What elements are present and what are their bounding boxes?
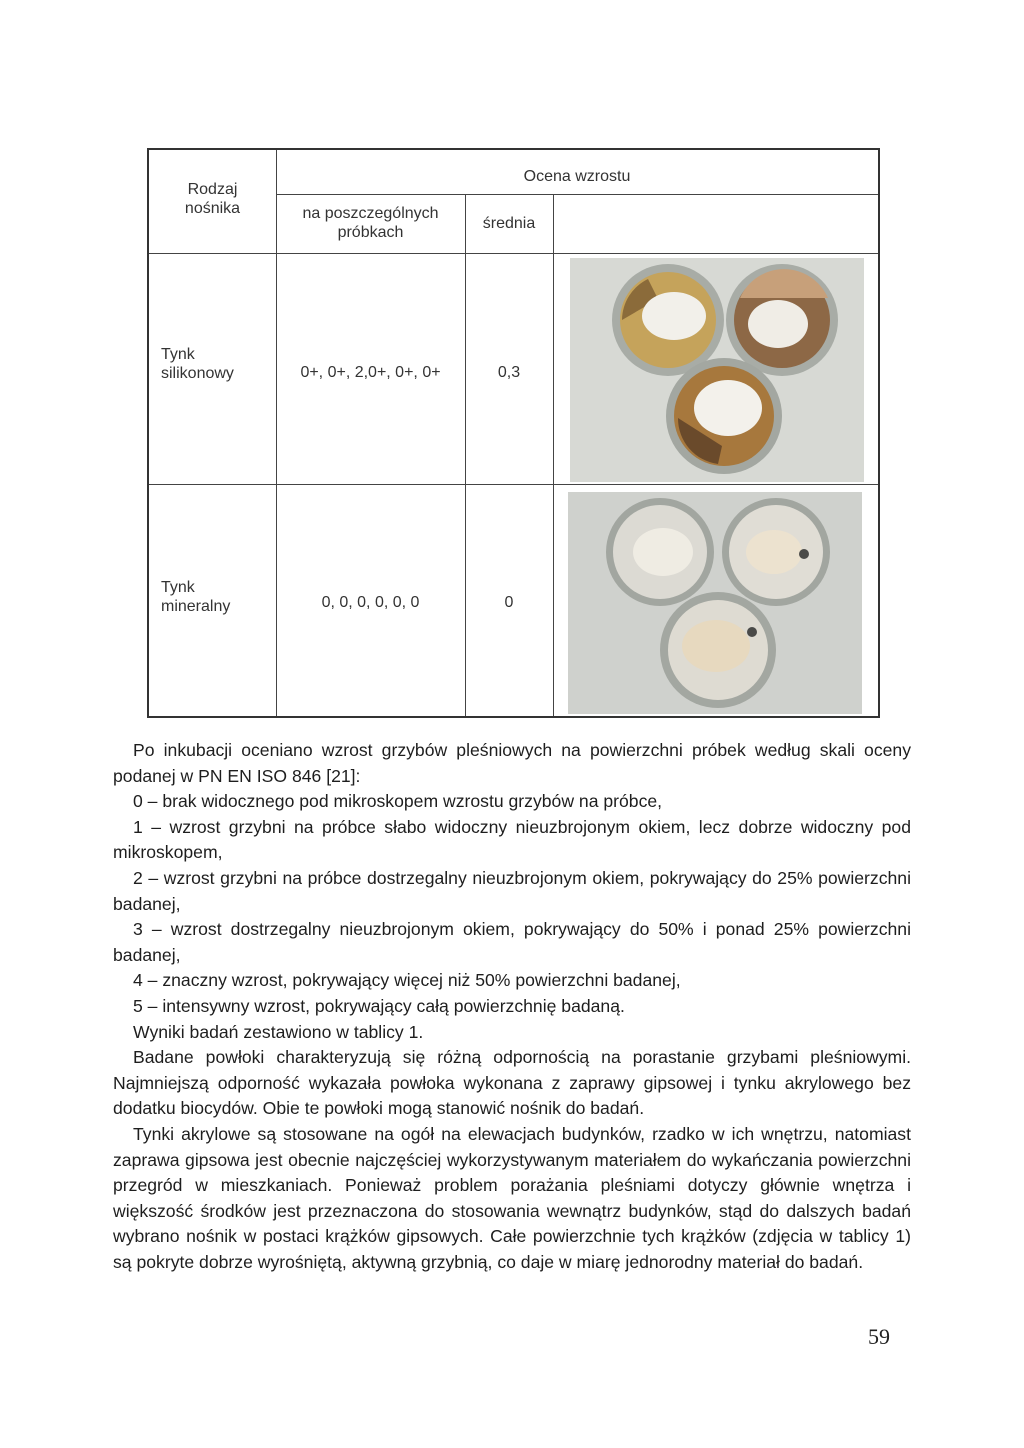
row-samples: 0, 0, 0, 0, 0, 0 xyxy=(321,594,420,611)
page-number: 59 xyxy=(868,1324,890,1349)
scale-item: 0 – brak widocznego pod mikroskopem wzrostu grzybów na próbce, xyxy=(133,791,663,812)
scale-item: 3 – wzrost dostrzegalny nieuzbrojonym okiem, pokrywający do 50% i ponad 25% powierzchni badanej, xyxy=(113,919,911,965)
petri-dishes-mineral-photo xyxy=(568,492,862,714)
paragraph: Tynki akrylowe są stosowane na ogół na elewacjach budynków, rzadko w ich wnętrzu, natomiast zaprawa gipsowa jest obecnie najczęściej wykorzystywanym materiałem do wykańczania powierzchni przegród w mieszkaniach. Ponieważ problem porażania pleśniami dotyczy głównie wnętrza i większość środków jest przeznaczona do stosowania wewnątrz budynków, stąd do dalszych badań wybrano nośnik w postaci krążków gipsowych. Całe powierzchnie tych krążków (zdjęcia w tablicy 1) są pokryte dobrze wyrośniętą, aktywną grzybnią, co daje w miarę jednorodny materiał do badań. xyxy=(113,1123,911,1272)
results-table xyxy=(147,148,880,718)
scale-item: 4 – znaczny wzrost, pokrywający więcej niż 50% powierzchni badanej, xyxy=(133,970,681,991)
paragraph: Wyniki badań zestawiono w tablicy 1. xyxy=(133,1021,424,1042)
row-samples: 0+, 0+, 2,0+, 0+, 0+ xyxy=(300,364,441,381)
row-average: 0,3 xyxy=(497,364,521,381)
header-growth-rating: Ocena wzrostu xyxy=(523,168,631,185)
body-text xyxy=(113,738,911,1275)
row-average: 0 xyxy=(504,594,514,611)
petri-dishes-silicone-photo xyxy=(570,258,864,482)
scale-item: 5 – intensywny wzrost, pokrywający całą powierzchnię badaną. xyxy=(133,995,625,1016)
scale-item: 2 – wzrost grzybni na próbce dostrzegalny nieuzbrojonym okiem, pokrywający do 25% powierzchni badanej, xyxy=(113,867,911,914)
row-carrier: Tynk silikonowy xyxy=(161,346,234,382)
header-carrier-type: Rodzaj nośnika xyxy=(184,181,241,217)
row-carrier: Tynk mineralny xyxy=(161,579,231,615)
header-per-sample: na poszczególnych próbkach xyxy=(302,205,439,241)
scale-item: 1 – wzrost grzybni na próbce słabo widoczny nieuzbrojonym okiem, lecz dobrze widoczny pod mikroskopem, xyxy=(113,816,911,863)
paragraph: Po inkubacji oceniano wzrost grzybów pleśniowych na powierzchni próbek według skali oceny podanej w PN EN ISO 846 [21]: xyxy=(113,740,911,786)
header-average: średnia xyxy=(482,215,536,232)
paragraph: Badane powłoki charakteryzują się różną odpornością na porastanie grzybami pleśniowymi. Najmniejszą odporność wykazała powłoka wykonana z zaprawy gipsowej i tynku akrylowego bez dodatku biocydów. Obie te powłoki mogą stanowić nośnik do badań. xyxy=(113,1047,911,1119)
